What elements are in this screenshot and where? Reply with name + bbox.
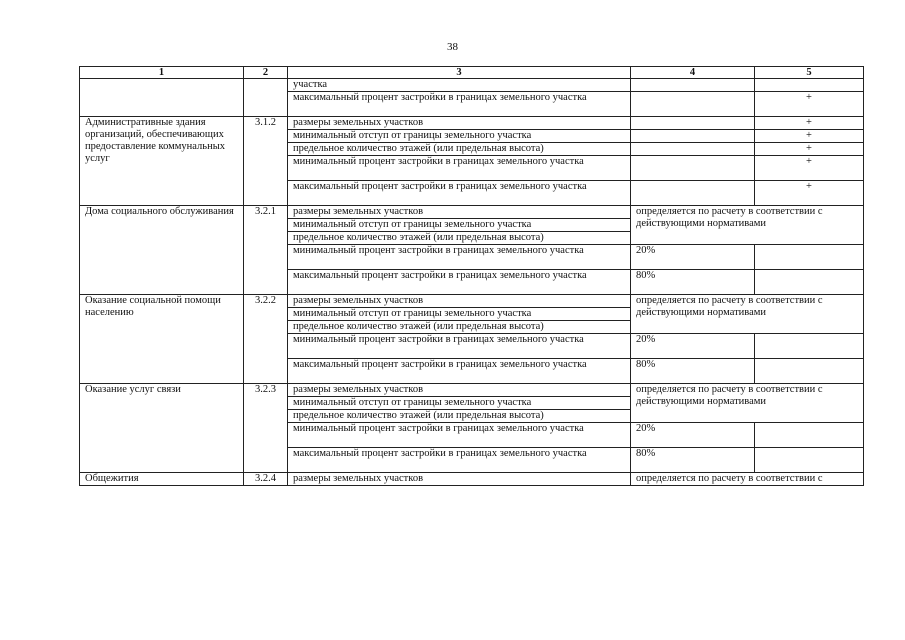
param-cell: участка [288, 79, 631, 92]
use-type-code: 3.2.2 [244, 295, 288, 384]
pct-value: 20% [631, 245, 755, 270]
pct-value: 20% [631, 423, 755, 448]
param-cell: максимальный процент застройки в границах земельного участка [288, 359, 631, 384]
param-cell: максимальный процент застройки в границах земельного участка [288, 92, 631, 117]
plus-mark: + [755, 130, 864, 143]
table-row [80, 206, 864, 219]
code-cell [244, 79, 288, 117]
plus-mark: + [755, 143, 864, 156]
param-cell: минимальный отступ от границы земельного участка [288, 308, 631, 321]
param-cell: размеры земельных участков [288, 295, 631, 308]
pct-value: 20% [631, 334, 755, 359]
param-cell: минимальный процент застройки в границах земельного участка [288, 423, 631, 448]
pct-value: 80% [631, 448, 755, 473]
value-cell [631, 181, 755, 206]
value-cell [755, 423, 864, 448]
param-cell: размеры земельных участков [288, 384, 631, 397]
value-cell [631, 143, 755, 156]
plus-mark: + [755, 92, 864, 117]
calc-note: определяется по расчету в соответствии с действующими нормативами [631, 206, 864, 245]
use-type-code: 3.2.4 [244, 473, 288, 486]
page-number: 38 [447, 41, 458, 53]
value-cell [631, 156, 755, 181]
param-cell: предельное количество этажей (или предельная высота) [288, 232, 631, 245]
calc-note: определяется по расчету в соответствии с [631, 473, 864, 486]
value-cell [755, 79, 864, 92]
param-cell: предельное количество этажей (или предельная высота) [288, 143, 631, 156]
table-row [80, 79, 864, 92]
table-row [80, 117, 864, 130]
value-cell [755, 359, 864, 384]
plus-mark: + [755, 117, 864, 130]
regulations-table [79, 66, 864, 486]
header-col-4: 4 [631, 67, 755, 79]
value-cell [755, 270, 864, 295]
use-type-name: Общежития [80, 473, 244, 486]
value-cell [631, 117, 755, 130]
param-cell: минимальный отступ от границы земельного участка [288, 397, 631, 410]
param-cell: предельное количество этажей (или предельная высота) [288, 410, 631, 423]
table-row [80, 295, 864, 308]
use-type-cell [80, 79, 244, 117]
value-cell [631, 79, 755, 92]
value-cell [755, 245, 864, 270]
table-row [80, 473, 864, 486]
param-cell: минимальный процент застройки в границах земельного участка [288, 334, 631, 359]
param-cell: максимальный процент застройки в границах земельного участка [288, 448, 631, 473]
header-col-2: 2 [244, 67, 288, 79]
value-cell [631, 130, 755, 143]
param-cell: минимальный процент застройки в границах земельного участка [288, 245, 631, 270]
param-cell: минимальный отступ от границы земельного участка [288, 219, 631, 232]
plus-mark: + [755, 156, 864, 181]
param-cell: размеры земельных участков [288, 473, 631, 486]
param-cell: минимальный отступ от границы земельного участка [288, 130, 631, 143]
use-type-name: Дома социального обслуживания [80, 206, 244, 295]
use-type-code: 3.2.1 [244, 206, 288, 295]
use-type-name: Административные здания организаций, обеспечивающих предоставление коммунальных услуг [80, 117, 244, 206]
param-cell: максимальный процент застройки в границах земельного участка [288, 270, 631, 295]
value-cell [631, 92, 755, 117]
table-header-row [80, 67, 864, 79]
param-cell: размеры земельных участков [288, 117, 631, 130]
plus-mark: + [755, 181, 864, 206]
header-col-5: 5 [755, 67, 864, 79]
param-cell: минимальный процент застройки в границах земельного участка [288, 156, 631, 181]
calc-note: определяется по расчету в соответствии с действующими нормативами [631, 384, 864, 423]
header-col-1: 1 [80, 67, 244, 79]
param-cell: размеры земельных участков [288, 206, 631, 219]
use-type-code: 3.2.3 [244, 384, 288, 473]
use-type-name: Оказание услуг связи [80, 384, 244, 473]
value-cell [755, 334, 864, 359]
param-cell: максимальный процент застройки в границах земельного участка [288, 181, 631, 206]
value-cell [755, 448, 864, 473]
header-col-3: 3 [288, 67, 631, 79]
pct-value: 80% [631, 270, 755, 295]
pct-value: 80% [631, 359, 755, 384]
use-type-name: Оказание социальной помощи населению [80, 295, 244, 384]
use-type-code: 3.1.2 [244, 117, 288, 206]
table-row [80, 384, 864, 397]
param-cell: предельное количество этажей (или предельная высота) [288, 321, 631, 334]
calc-note: определяется по расчету в соответствии с действующими нормативами [631, 295, 864, 334]
